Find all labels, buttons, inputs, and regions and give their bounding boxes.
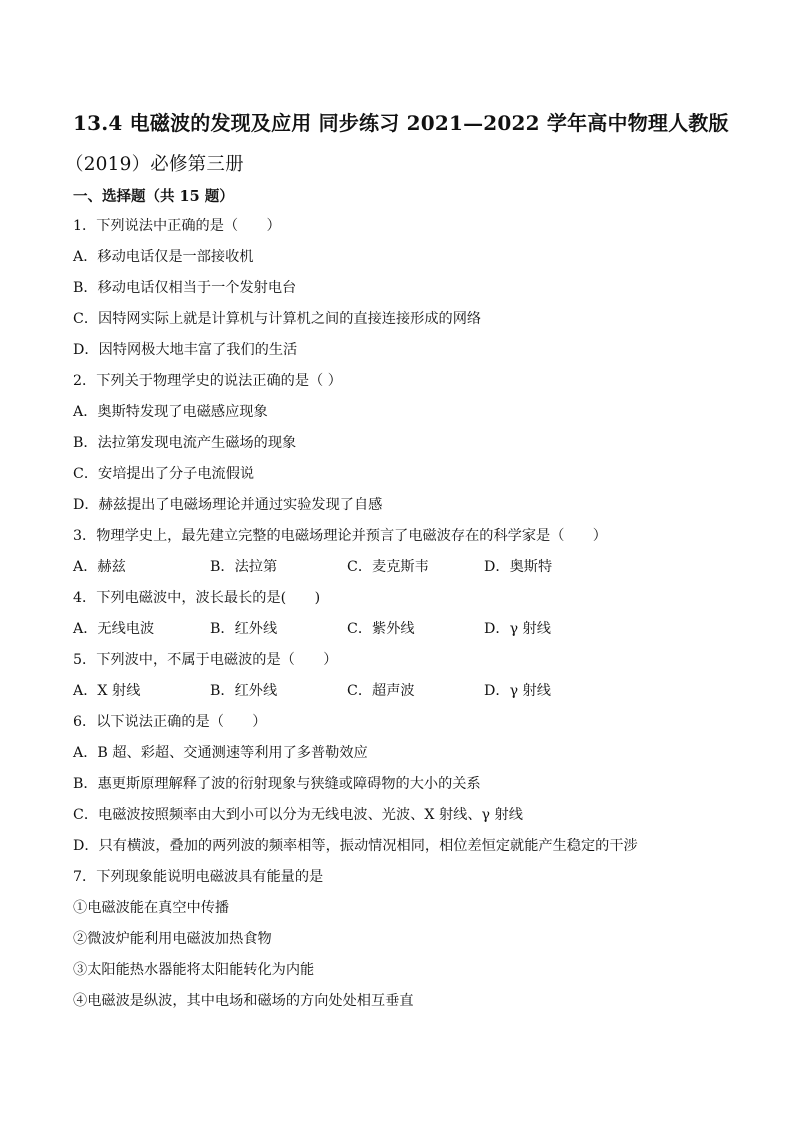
question-1-option-d: D．因特网极大地丰富了我们的生活: [73, 342, 298, 358]
title-line-2: （2019）必修第三册: [65, 154, 244, 175]
question-3-option-b: B．法拉第: [210, 559, 278, 575]
question-5-stem: 5．下列波中，不属于电磁波的是（ ）: [73, 652, 338, 668]
question-2-option-a: A．奥斯特发现了电磁感应现象: [73, 404, 268, 420]
question-5-options: [73, 679, 723, 710]
question-1-stem: 1．下列说法中正确的是（ ）: [73, 218, 281, 234]
question-1-option-a: A．移动电话仅是一部接收机: [73, 249, 254, 265]
question-3-stem: 3．物理学史上，最先建立完整的电磁场理论并预言了电磁波存在的科学家是（ ）: [73, 528, 607, 544]
question-6-stem: 6．以下说法正确的是（ ）: [73, 714, 267, 730]
question-3-option-d: D．奥斯特: [484, 559, 553, 575]
question-3-option-c: C．麦克斯韦: [347, 559, 429, 575]
title-line-1: 13.4 电磁波的发现及应用 同步练习 2021—2022 学年高中物理人教版: [73, 111, 729, 135]
question-2-option-b: B．法拉第发现电流产生磁场的现象: [73, 435, 297, 451]
question-7-stem: 7．下列现象能说明电磁波具有能量的是: [73, 869, 324, 885]
section-heading: 一、选择题（共 15 题）: [73, 188, 234, 205]
question-5-option-d: D．γ 射线: [484, 683, 551, 699]
question-list: [73, 214, 723, 1020]
question-6-option-d: D．只有横波，叠加的两列波的频率相等，振动情况相同，相位差恒定就能产生稳定的干涉: [73, 838, 638, 854]
question-5-option-b: B．红外线: [210, 683, 278, 699]
question-3-option-a: A．赫兹: [73, 559, 126, 575]
question-4-option-c: C．紫外线: [347, 621, 415, 637]
question-4-stem: 4．下列电磁波中，波长最长的是( ): [73, 590, 321, 606]
question-2-stem: 2．下列关于物理学史的说法正确的是（ ）: [73, 373, 342, 389]
question-2-option-d: D．赫兹提出了电磁场理论并通过实验发现了自感: [73, 497, 383, 513]
question-6-option-b: B．惠更斯原理解释了波的衍射现象与狭缝或障碍物的大小的关系: [73, 776, 481, 792]
question-6-option-a: A．B 超、彩超、交通测速等利用了多普勒效应: [73, 745, 368, 761]
question-5-option-a: A．X 射线: [73, 683, 141, 699]
question-4-option-d: D．γ 射线: [484, 621, 551, 637]
document-title: [65, 102, 753, 186]
question-1-option-b: B．移动电话仅相当于一个发射电台: [73, 280, 297, 296]
question-7-item-4: ④电磁波是纵波，其中电场和磁场的方向处处相互垂直: [73, 993, 414, 1009]
question-4-option-b: B．红外线: [210, 621, 278, 637]
question-3-options: [73, 555, 723, 586]
question-1-option-c: C．因特网实际上就是计算机与计算机之间的直接连接形成的网络: [73, 311, 482, 327]
question-7-item-3: ③太阳能热水器能将太阳能转化为内能: [73, 962, 315, 978]
question-5-option-c: C．超声波: [347, 683, 415, 699]
question-7-item-2: ②微波炉能利用电磁波加热食物: [73, 931, 272, 947]
question-2-option-c: C．安培提出了分子电流假说: [73, 466, 255, 482]
question-4-options: [73, 617, 723, 648]
question-4-option-a: A．无线电波: [73, 621, 155, 637]
question-6-option-c: C．电磁波按照频率由大到小可以分为无线电波、光波、X 射线、γ 射线: [73, 807, 523, 823]
question-7-item-1: ①电磁波能在真空中传播: [73, 900, 230, 916]
